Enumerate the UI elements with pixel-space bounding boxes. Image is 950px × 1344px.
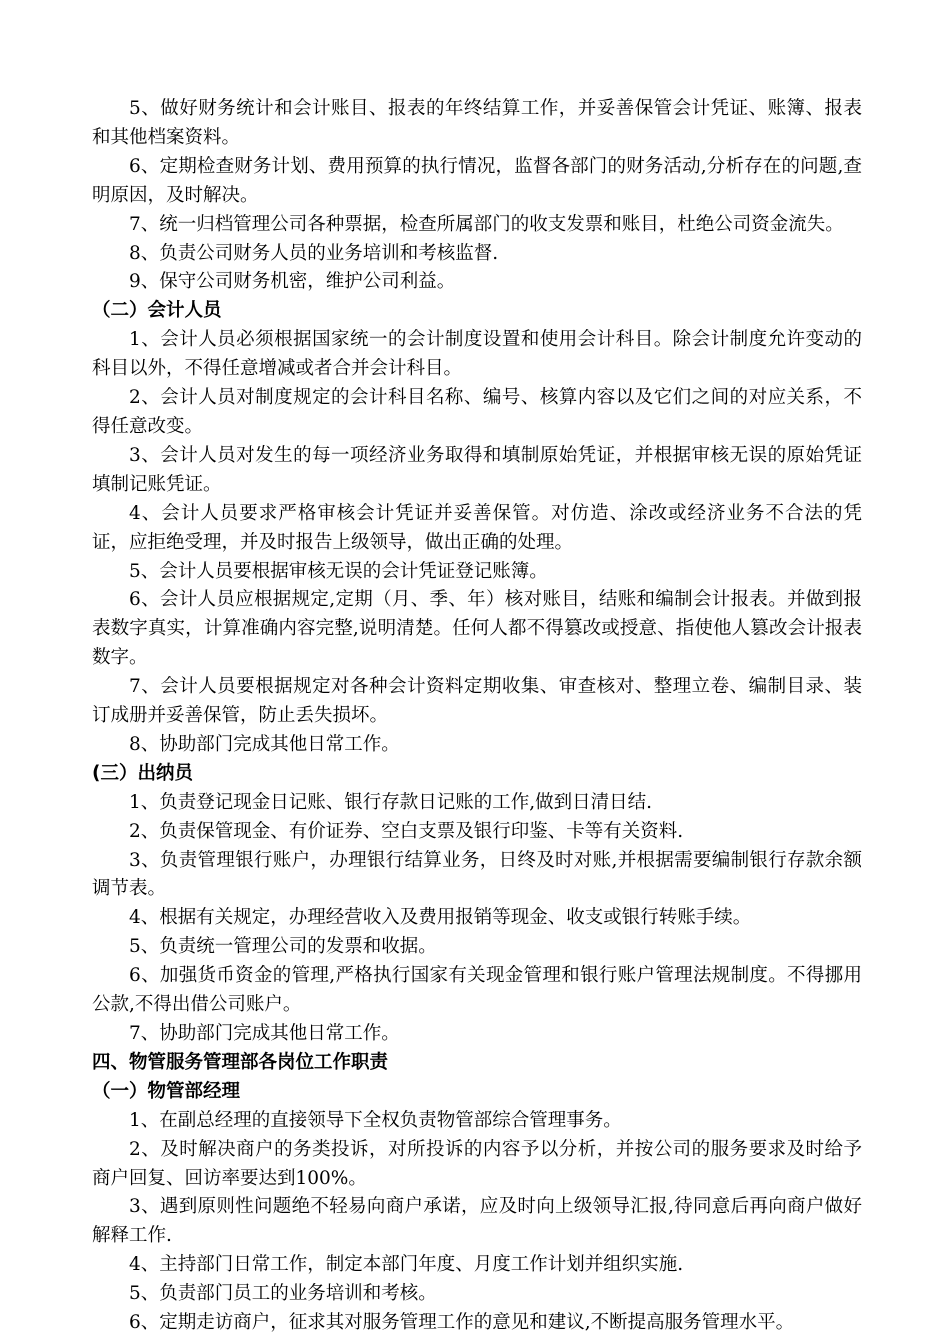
paragraph: 7、统一归档管理公司各种票据，检查所属部门的收支发票和账目，杜绝公司资金流失。 (129, 213, 844, 235)
section-heading: （二）会计人员 (92, 300, 222, 322)
paragraph: 3、遇到原则性问题绝不轻易向商户承诺，应及时向上级领导汇报,待同意后再向商户做好解释工作. (92, 1196, 862, 1247)
paragraph: 3、会计人员对发生的每一项经济业务取得和填制原始凭证，并根据审核无误的原始凭证填制记账凭证。 (92, 444, 862, 495)
paragraph: 2、负责保管现金、有价证券、空白支票及银行印鉴、卡等有关资料. (129, 820, 684, 842)
paragraph: 4、根据有关规定，办理经营收入及费用报销等现金、收支或银行转账手续。 (129, 907, 752, 929)
paragraph: 2、会计人员对制度规定的会计科目名称、编号、核算内容以及它们之间的对应关系，不得任意改变。 (92, 387, 862, 437)
chapter-heading: 四、物管服务管理部各岗位工作职责 (92, 1051, 389, 1073)
paragraph: 3、负责管理银行账户，办理银行结算业务，日终及时对账,并根据需要编制银行存款余额调节表。 (92, 849, 862, 900)
paragraph: 8、协助部门完成其他日常工作。 (129, 733, 400, 755)
paragraph: 8、负责公司财务人员的业务培训和考核监督. (129, 242, 499, 264)
paragraph: 5、负责统一管理公司的发票和收据。 (129, 936, 437, 958)
paragraph: 7、会计人员要根据规定对各种会计资料定期收集、审查核对、整理立卷、编制目录、装订成册并妥善保管，防止丢失损坏。 (92, 676, 862, 727)
section-heading: (三）出纳员 (92, 762, 193, 784)
paragraph: 6、会计人员应根据规定,定期（月、季、年）核对账目，结账和编制会计报表。并做到报表数字真实，计算准确内容完整,说明清楚。任何人都不得篡改或授意、指使他人篡改会计报表数字。 (92, 589, 862, 669)
paragraph: 4、主持部门日常工作，制定本部门年度、月度工作计划并组织实施. (129, 1254, 684, 1276)
paragraph: 4、会计人员要求严格审核会计凭证并妥善保管。对仿造、涂改或经济业务不合法的凭证，应拒绝受理，并及时报告上级领导，做出正确的处理。 (92, 502, 862, 553)
paragraph: 1、在副总经理的直接领导下全权负责物管部综合管理事务。 (129, 1109, 622, 1131)
paragraph: 5、做好财务统计和会计账目、报表的年终结算工作，并妥善保管会计凭证、账簿、报表和其他档案资料。 (92, 98, 862, 148)
paragraph: 6、加强货币资金的管理,严格执行国家有关现金管理和银行账户管理法规制度。不得挪用公款,不得出借公司账户。 (92, 965, 862, 1016)
paragraph: 9、保守公司财务机密，维护公司利益。 (129, 271, 456, 293)
paragraph: 6、定期走访商户，征求其对服务管理工作的意见和建议,不断提高服务管理水平。 (129, 1312, 795, 1334)
paragraph: 5、负责部门员工的业务培训和考核。 (129, 1283, 437, 1305)
paragraph: 5、会计人员要根据审核无误的会计凭证登记账簿。 (129, 560, 548, 582)
paragraph: 2、及时解决商户的务类投诉，对所投诉的内容予以分析，并按公司的服务要求及时给予商户回复、回访率要达到100%。 (92, 1138, 862, 1189)
paragraph: 1、会计人员必须根据国家统一的会计制度设置和使用会计科目。除会计制度允许变动的科目以外，不得任意增减或者合并会计科目。 (92, 329, 862, 380)
paragraph: 6、定期检查财务计划、费用预算的执行情况，监督各部门的财务活动,分析存在的问题,查明原因，及时解决。 (92, 155, 862, 206)
section-heading: （一）物管部经理 (92, 1080, 241, 1102)
paragraph: 7、协助部门完成其他日常工作。 (129, 1023, 400, 1044)
paragraph: 1、负责登记现金日记账、银行存款日记账的工作,做到日清日结. (129, 791, 653, 813)
